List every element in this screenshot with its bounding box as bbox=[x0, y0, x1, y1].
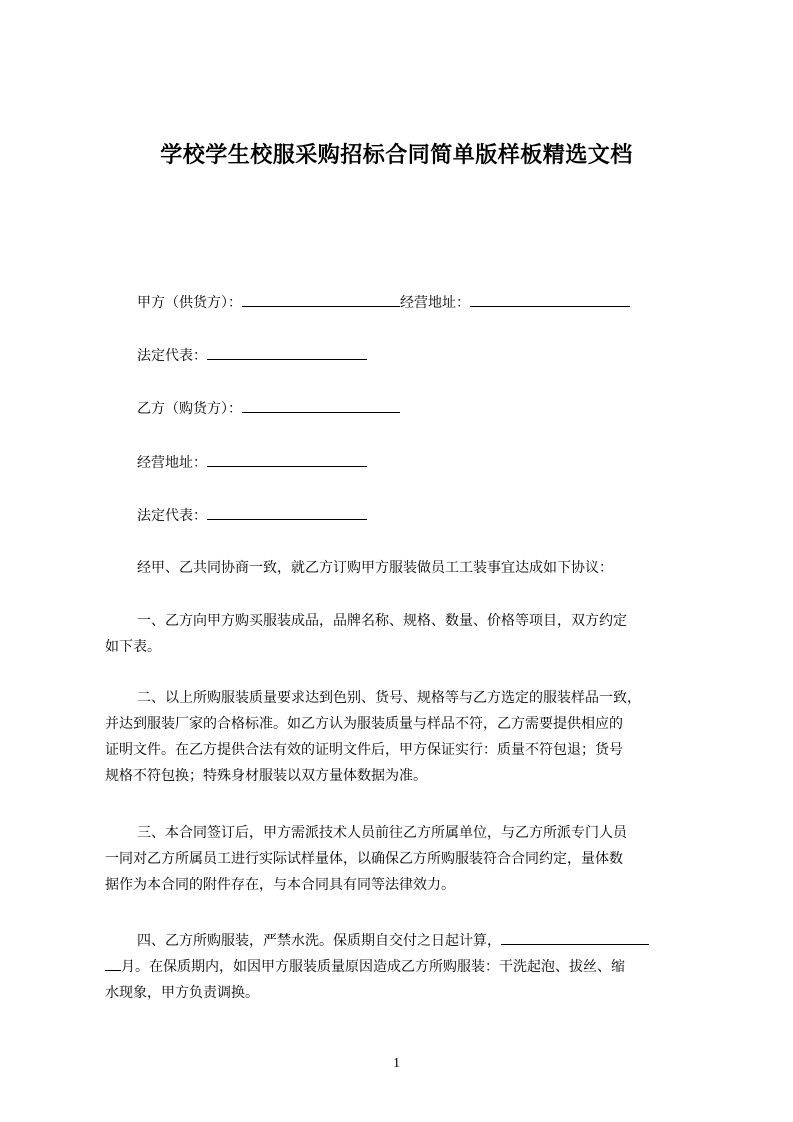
page-title: 学校学生校服采购招标合同简单版样板精选文档 bbox=[160, 143, 633, 168]
party-a-legal-rep-line bbox=[137, 345, 367, 366]
party-b-legal-rep-line bbox=[137, 505, 367, 526]
address-label: 经营地址： bbox=[137, 455, 207, 471]
legal-rep-label: 法定代表： bbox=[137, 348, 207, 364]
party-a-address-label: 经营地址： bbox=[400, 295, 470, 311]
clause-4 bbox=[105, 928, 705, 1006]
warranty-months-blank[interactable] bbox=[105, 956, 121, 971]
party-a-address-blank[interactable] bbox=[470, 292, 630, 307]
clause-1-line: 如下表。 bbox=[105, 639, 161, 655]
clause-2 bbox=[105, 685, 705, 789]
clause-2-line: 并达到服装厂家的合格标准。如乙方认为服装质量与样品不符，乙方需要提供相应的 bbox=[105, 716, 623, 732]
intro-paragraph: 经甲、乙共同协商一致，就乙方订购甲方服装做员工工装事宜达成如下协议： bbox=[137, 560, 613, 576]
clause-3-line: 三、本合同签订后，甲方需派技术人员前往乙方所属单位，与乙方所派专门人员 bbox=[137, 825, 627, 841]
clause-1-line: 一、乙方向甲方购买服装成品，品牌名称、规格、数量、价格等项目，双方约定 bbox=[137, 613, 627, 629]
clause-4-line bbox=[105, 928, 705, 954]
clause-4-line: 水现象，甲方负责调换。 bbox=[105, 985, 259, 1001]
legal-rep-label: 法定代表： bbox=[137, 508, 207, 524]
party-b-label: 乙方（购货方）： bbox=[137, 401, 242, 417]
clause-2-line: 规格不符包换；特殊身材服装以双方量体数据为准。 bbox=[105, 768, 427, 784]
clause-4-line bbox=[105, 954, 705, 980]
party-b-address-line bbox=[137, 452, 367, 473]
party-a-blank[interactable] bbox=[242, 292, 400, 307]
clause-1 bbox=[105, 608, 705, 660]
clause-3-line: 据作为本合同的附件存在，与本合同具有同等法律效力。 bbox=[105, 877, 455, 893]
page-number: 1 bbox=[393, 1056, 400, 1071]
party-a-label: 甲方（供货方）： bbox=[137, 295, 242, 311]
warranty-period-blank[interactable] bbox=[501, 930, 649, 945]
party-b-line bbox=[137, 398, 400, 419]
party-a-line bbox=[137, 292, 630, 313]
clause-3-line: 一同对乙方所属员工进行实际试样量体，以确保乙方所购服装符合合同约定，量体数 bbox=[105, 851, 623, 867]
legal-rep-blank[interactable] bbox=[207, 505, 367, 520]
clause-4-text: 月。在保质期内，如因甲方服装质量原因造成乙方所购服装：干洗起泡、拔丝、缩 bbox=[121, 959, 625, 975]
clause-2-line: 二、以上所购服装质量要求达到色别、货号、规格等与乙方选定的服装样品一致， bbox=[137, 690, 641, 706]
party-b-blank[interactable] bbox=[242, 398, 400, 413]
clause-3 bbox=[105, 820, 705, 898]
legal-rep-blank[interactable] bbox=[207, 345, 367, 360]
clause-4-text: 四、乙方所购服装，严禁水洗。保质期自交付之日起计算， bbox=[137, 933, 501, 949]
address-blank[interactable] bbox=[207, 452, 367, 467]
clause-2-line: 证明文件。在乙方提供合法有效的证明文件后，甲方保证实行：质量不符包退；货号 bbox=[105, 742, 623, 758]
